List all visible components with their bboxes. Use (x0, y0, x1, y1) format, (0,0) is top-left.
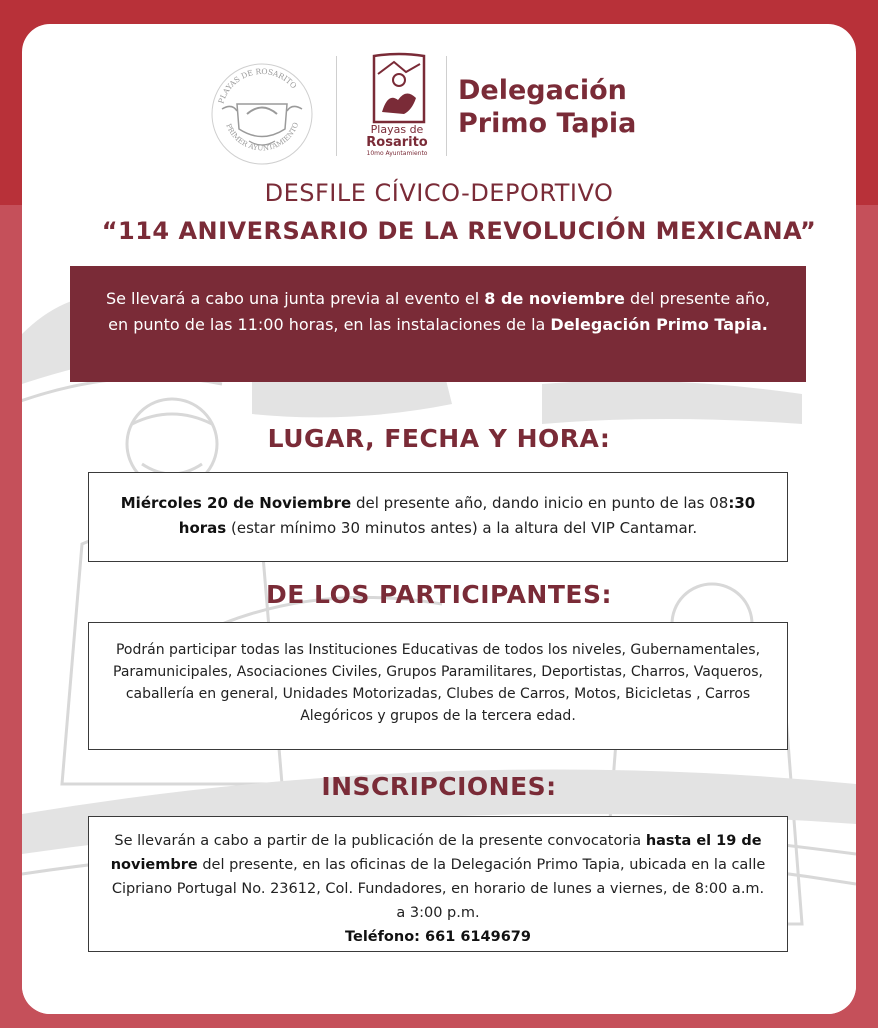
card-footer (22, 986, 856, 1014)
inscripciones-text-1: Se llevarán a cabo a partir de la publicación de la presente convocatoria (114, 833, 646, 849)
section-heading-lugar: LUGAR, FECHA Y HORA: (267, 424, 611, 453)
seal-bottom-text: PRIMER AYUNTAMIENTO (224, 121, 301, 153)
lugar-date: Miércoles 20 de Noviembre (120, 494, 352, 512)
inscripciones-text-2: del presente, en las oficinas de la Delegación Primo Tapia, ubicada en la calle Cipriano Portugal No. 23612, Col. Fundadores, en horario de lunes a viernes, de 8:00 a.m. a 3:00 p.m. (111, 857, 766, 921)
rosarito-logo-line3: 10mo Ayuntamiento (366, 150, 428, 157)
lugar-time: :30 horas (178, 494, 756, 537)
delegation-line2: Primo Tapia (458, 108, 637, 139)
inscripciones-deadline: hasta el 19 de noviembre (110, 833, 762, 873)
delegation-line1: Delegación (458, 75, 627, 106)
header-divider-2 (446, 56, 447, 156)
junta-location: Delegación Primo Tapia. (550, 315, 768, 334)
seal-top-text: PLAYAS DE ROSARITO (216, 66, 299, 105)
section-heading-participantes: DE LOS PARTICIPANTES: (266, 580, 612, 609)
lugar-box (88, 472, 788, 562)
rosarito-logo-text (352, 124, 442, 158)
participantes-text: Podrán participar todas las Instituciones Educativas de todos los niveles, Gubernamentales, Paramunicipales, Asociaciones Civiles, Grupos Paramilitares, Deportistas, Charros, Vaqueros, caballería en general, Unidades Motorizadas, Clubes de Carros, Motos, Bicicletas , Carros Alegóricos y grupos de la tercera edad. (113, 642, 763, 724)
header-divider (336, 56, 337, 156)
junta-date: 8 de noviembre (484, 289, 625, 308)
event-title: DESFILE CÍVICO-DEPORTIVO (264, 179, 614, 207)
rosarito-logo-line1: Playas de (370, 123, 424, 136)
inscripciones-box (88, 816, 788, 952)
lugar-text-2: (estar mínimo 30 minutos antes) a la altura del VIP Cantamar. (226, 519, 698, 537)
header (22, 24, 856, 174)
lugar-text-1: del presente año, dando inicio en punto de las 08 (351, 494, 729, 512)
preliminary-meeting-banner (70, 266, 806, 382)
junta-text-1: Se llevará a cabo una junta previa al evento el (105, 289, 485, 308)
poster-card (22, 24, 856, 1014)
svg-text:PLAYAS DE ROSARITO (217, 67, 299, 105)
delegation-title (458, 74, 636, 140)
city-seal-logo (207, 59, 317, 169)
event-subtitle: “114 ANIVERSARIO DE LA REVOLUCIÓN MEXICANA” (101, 217, 817, 245)
participantes-box (88, 622, 788, 750)
phone-number: Teléfono: 661 6149679 (345, 929, 531, 945)
rosarito-logo-line2: Rosarito (366, 135, 428, 150)
section-heading-inscripciones: INSCRIPCIONES: (321, 772, 557, 801)
junta-text-2: del presente año, en punto de las 11:00 horas, en las instalaciones de la (108, 289, 771, 334)
